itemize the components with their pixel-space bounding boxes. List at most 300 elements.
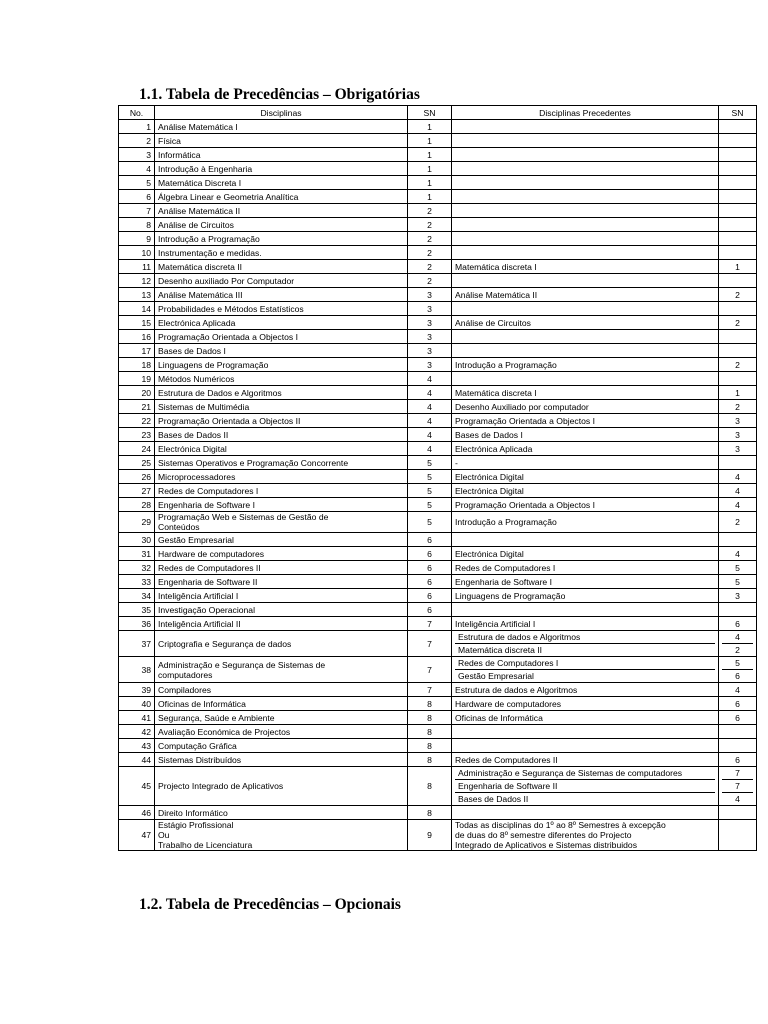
cell-disciplina <box>155 498 408 512</box>
cell-sn: 2 <box>408 274 452 288</box>
precedente-text: Inteligência Artificial I <box>455 618 536 629</box>
cell-precedentes <box>452 575 719 589</box>
precedent-sn-text: 2 <box>735 645 740 655</box>
cell-precedent-sn <box>719 767 757 806</box>
table-row <box>119 414 757 428</box>
table-row <box>119 148 757 162</box>
cell-precedent-sn <box>719 820 757 851</box>
cell-precedentes <box>452 204 719 218</box>
cell-no: 32 <box>119 561 155 575</box>
cell-disciplina <box>155 806 408 820</box>
table-row <box>119 358 757 372</box>
precedente-text: Oficinas de Informática <box>455 712 543 723</box>
cell-no: 9 <box>119 232 155 246</box>
table-row <box>119 134 757 148</box>
disciplina-text: Métodos Numéricos <box>158 373 235 384</box>
cell-no: 11 <box>119 260 155 274</box>
cell-precedentes <box>452 344 719 358</box>
disciplina-text: Programação Orientada a Objectos II <box>158 415 301 426</box>
cell-precedent-sn <box>719 372 757 386</box>
cell-sn: 4 <box>408 442 452 456</box>
disciplina-text: Inteligência Artificial II <box>158 618 241 629</box>
cell-no: 39 <box>119 683 155 697</box>
cell-precedentes <box>452 767 719 806</box>
precedente-text: Matemática discreta I <box>455 387 537 398</box>
cell-sn: 8 <box>408 711 452 725</box>
disciplina-text: Direito Informático <box>158 807 228 818</box>
precedente-text: Engenharia de Software II <box>455 780 715 793</box>
cell-disciplina <box>155 657 408 683</box>
cell-precedentes <box>452 442 719 456</box>
precedent-sn-text: 6 <box>735 618 740 629</box>
cell-disciplina <box>155 753 408 767</box>
cell-precedent-sn <box>719 725 757 739</box>
section-title-obrigatorias: 1.1. Tabela de Precedências – Obrigatórias <box>139 86 420 103</box>
precedente-text: Desenho Auxiliado por computador <box>455 401 589 412</box>
cell-no: 23 <box>119 428 155 442</box>
table-row <box>119 603 757 617</box>
cell-disciplina <box>155 330 408 344</box>
cell-disciplina <box>155 725 408 739</box>
cell-precedent-sn <box>719 561 757 575</box>
cell-no: 18 <box>119 358 155 372</box>
disciplina-text: Bases de Dados II <box>158 429 229 440</box>
precedente-text: Linguagens de Programação <box>455 590 566 601</box>
precedent-sn-text: 5 <box>735 576 740 587</box>
cell-no: 45 <box>119 767 155 806</box>
header-precedent-sn: SN <box>719 106 757 120</box>
cell-sn: 1 <box>408 134 452 148</box>
cell-no: 3 <box>119 148 155 162</box>
cell-precedentes <box>452 498 719 512</box>
cell-sn: 2 <box>408 232 452 246</box>
cell-precedent-sn <box>719 190 757 204</box>
cell-precedentes <box>452 218 719 232</box>
disciplina-text: Computação Gráfica <box>158 740 237 751</box>
table-row <box>119 288 757 302</box>
precedent-sn-text: 3 <box>735 429 740 440</box>
table-row <box>119 470 757 484</box>
cell-sn: 4 <box>408 386 452 400</box>
cell-precedent-sn <box>719 386 757 400</box>
table-row <box>119 711 757 725</box>
cell-sn: 6 <box>408 561 452 575</box>
precedente-text: Bases de Dados II <box>458 794 529 804</box>
cell-no: 10 <box>119 246 155 260</box>
cell-no: 21 <box>119 400 155 414</box>
cell-no: 19 <box>119 372 155 386</box>
precedente-text: Redes de Computadores I <box>455 562 556 573</box>
precedent-sn-text: 2 <box>735 359 740 370</box>
cell-disciplina <box>155 232 408 246</box>
cell-sn: 9 <box>408 820 452 851</box>
cell-precedentes <box>452 820 719 851</box>
precedente-text: Programação Orientada a Objectos I <box>455 499 595 510</box>
cell-no: 47 <box>119 820 155 851</box>
cell-no: 13 <box>119 288 155 302</box>
cell-precedentes <box>452 428 719 442</box>
cell-disciplina <box>155 683 408 697</box>
disciplina-text: Probabilidades e Métodos Estatísticos <box>158 303 304 314</box>
cell-sn: 1 <box>408 148 452 162</box>
precedente-text: Matemática discreta I <box>455 261 537 272</box>
table-row <box>119 442 757 456</box>
cell-disciplina <box>155 386 408 400</box>
cell-disciplina <box>155 316 408 330</box>
cell-no: 15 <box>119 316 155 330</box>
table-row <box>119 274 757 288</box>
cell-sn: 8 <box>408 697 452 711</box>
table-row <box>119 739 757 753</box>
precedent-sn-text: 6 <box>735 671 740 681</box>
table-row <box>119 330 757 344</box>
cell-disciplina <box>155 631 408 657</box>
cell-precedent-sn <box>719 218 757 232</box>
cell-disciplina <box>155 134 408 148</box>
cell-precedent-sn <box>719 344 757 358</box>
cell-no: 46 <box>119 806 155 820</box>
disciplina-text: Análise Matemática II <box>158 205 241 216</box>
header-no: No. <box>119 106 155 120</box>
cell-disciplina <box>155 218 408 232</box>
cell-sn: 3 <box>408 330 452 344</box>
table-row <box>119 561 757 575</box>
precedent-sn-text: 2 <box>735 317 740 328</box>
cell-no: 27 <box>119 484 155 498</box>
precedent-sn-text: 1 <box>735 261 740 272</box>
cell-sn: 8 <box>408 725 452 739</box>
precedente-text: Electrónica Aplicada <box>455 443 533 454</box>
cell-disciplina <box>155 162 408 176</box>
cell-no: 25 <box>119 456 155 470</box>
table-row <box>119 232 757 246</box>
cell-sn: 3 <box>408 344 452 358</box>
cell-precedent-sn <box>719 683 757 697</box>
cell-sn: 4 <box>408 372 452 386</box>
table-row <box>119 372 757 386</box>
cell-sn: 3 <box>408 358 452 372</box>
cell-no: 1 <box>119 120 155 134</box>
disciplina-text: Redes de Computadores I <box>158 485 259 496</box>
disciplina-text: Projecto Integrado de Aplicativos <box>158 781 284 791</box>
precedente-text: Engenharia de Software I <box>455 576 552 587</box>
cell-no: 7 <box>119 204 155 218</box>
cell-no: 41 <box>119 711 155 725</box>
precedente-text: Administração e Segurança de Sistemas de computadores <box>455 767 715 780</box>
precedent-sn-text: 4 <box>722 631 753 644</box>
disciplina-text: Álgebra Linear e Geometria Analítica <box>158 191 299 202</box>
table-row <box>119 547 757 561</box>
table-header-row <box>119 106 757 120</box>
table-row <box>119 204 757 218</box>
precedente-text: Introdução a Programação <box>455 359 557 370</box>
cell-precedentes <box>452 533 719 547</box>
disciplina-text: Conteúdos <box>158 522 200 532</box>
disciplina-text: Estrutura de Dados e Algoritmos <box>158 387 282 398</box>
precedent-sn-text: 6 <box>735 712 740 723</box>
cell-precedentes <box>452 589 719 603</box>
cell-disciplina <box>155 344 408 358</box>
cell-no: 28 <box>119 498 155 512</box>
cell-no: 33 <box>119 575 155 589</box>
table-row <box>119 575 757 589</box>
precedence-table <box>118 105 757 851</box>
cell-precedent-sn <box>719 288 757 302</box>
table-row <box>119 697 757 711</box>
precedente-text: Bases de Dados I <box>455 429 523 440</box>
table-row <box>119 456 757 470</box>
cell-sn: 6 <box>408 547 452 561</box>
disciplina-text: Segurança, Saúde e Ambiente <box>158 712 275 723</box>
cell-no: 34 <box>119 589 155 603</box>
precedent-sn-text: 6 <box>735 698 740 709</box>
cell-precedent-sn <box>719 657 757 683</box>
cell-disciplina <box>155 148 408 162</box>
precedent-sn-text: 4 <box>735 794 740 804</box>
cell-no: 5 <box>119 176 155 190</box>
precedente-text: Todas as disciplinas do 1º ao 8º Semestres à excepção <box>455 820 666 830</box>
cell-precedentes <box>452 246 719 260</box>
cell-disciplina <box>155 442 408 456</box>
cell-precedent-sn <box>719 134 757 148</box>
cell-precedentes <box>452 561 719 575</box>
disciplina-text: Sistemas de Multimédia <box>158 401 250 412</box>
cell-precedent-sn <box>719 484 757 498</box>
table-row <box>119 820 757 851</box>
precedente-text: Estrutura de dados e Algoritmos <box>455 631 715 644</box>
cell-sn: 1 <box>408 190 452 204</box>
cell-precedent-sn <box>719 330 757 344</box>
disciplina-text: Análise Matemática I <box>158 121 238 132</box>
table-row <box>119 767 757 806</box>
precedente-text: Gestão Empresarial <box>458 671 534 681</box>
table-row <box>119 428 757 442</box>
cell-sn: 1 <box>408 162 452 176</box>
cell-precedentes <box>452 631 719 657</box>
precedente-text: Hardware de computadores <box>455 698 562 709</box>
table-row <box>119 316 757 330</box>
table-row <box>119 498 757 512</box>
precedent-sn-text: 3 <box>735 415 740 426</box>
disciplina-text: Linguagens de Programação <box>158 359 269 370</box>
cell-no: 42 <box>119 725 155 739</box>
cell-disciplina <box>155 372 408 386</box>
cell-precedentes <box>452 400 719 414</box>
disciplina-text: Programação Web e Sistemas de Gestão de <box>158 512 329 522</box>
precedente-text: Redes de Computadores II <box>455 754 558 765</box>
precedente-text: de duas do 8º semestre diferentes do Projecto <box>455 830 632 840</box>
disciplina-text: Instrumentação e medidas. <box>158 247 262 258</box>
table-row <box>119 617 757 631</box>
cell-precedent-sn <box>719 470 757 484</box>
cell-precedent-sn <box>719 120 757 134</box>
cell-precedentes <box>452 484 719 498</box>
cell-precedentes <box>452 725 719 739</box>
disciplina-text: Matemática discreta II <box>158 261 243 272</box>
cell-no: 43 <box>119 739 155 753</box>
cell-precedent-sn <box>719 806 757 820</box>
precedent-sn-text: 7 <box>722 780 753 793</box>
disciplina-text: Avaliação Económica de Projectos <box>158 726 291 737</box>
cell-disciplina <box>155 603 408 617</box>
cell-no: 17 <box>119 344 155 358</box>
cell-sn: 2 <box>408 218 452 232</box>
cell-sn: 7 <box>408 631 452 657</box>
precedente-text: Análise Matemática II <box>455 289 538 300</box>
precedent-sn-text: 4 <box>735 499 740 510</box>
disciplina-text: Análise de Circuitos <box>158 219 234 230</box>
cell-no: 22 <box>119 414 155 428</box>
disciplina-text: Informática <box>158 149 201 160</box>
cell-sn: 4 <box>408 428 452 442</box>
cell-precedentes <box>452 547 719 561</box>
cell-sn: 8 <box>408 806 452 820</box>
disciplina-text: Redes de Computadores II <box>158 562 261 573</box>
cell-disciplina <box>155 697 408 711</box>
cell-sn: 8 <box>408 739 452 753</box>
cell-precedentes <box>452 316 719 330</box>
cell-precedent-sn <box>719 617 757 631</box>
cell-sn: 5 <box>408 498 452 512</box>
cell-precedent-sn <box>719 274 757 288</box>
cell-no: 6 <box>119 190 155 204</box>
precedent-sn-text: 3 <box>735 590 740 601</box>
disciplina-text: Gestão Empresarial <box>158 534 234 545</box>
cell-sn: 2 <box>408 204 452 218</box>
header-disciplinas-precedentes: Disciplinas Precedentes <box>452 106 719 120</box>
cell-no: 37 <box>119 631 155 657</box>
precedente-text: Programação Orientada a Objectos I <box>455 415 595 426</box>
table-row <box>119 631 757 657</box>
cell-disciplina <box>155 456 408 470</box>
table-row <box>119 806 757 820</box>
cell-disciplina <box>155 414 408 428</box>
cell-disciplina <box>155 547 408 561</box>
cell-precedent-sn <box>719 575 757 589</box>
cell-no: 31 <box>119 547 155 561</box>
header-disciplinas: Disciplinas <box>155 106 408 120</box>
cell-precedent-sn <box>719 232 757 246</box>
precedent-sn-text: 6 <box>735 754 740 765</box>
cell-precedentes <box>452 414 719 428</box>
cell-disciplina <box>155 470 408 484</box>
cell-precedent-sn <box>719 711 757 725</box>
disciplina-text: Microprocessadores <box>158 471 236 482</box>
precedente-text: - <box>455 457 458 468</box>
disciplina-text: Criptografia e Segurança de dados <box>158 638 292 649</box>
cell-disciplina <box>155 260 408 274</box>
cell-disciplina <box>155 739 408 753</box>
disciplina-text: Física <box>158 135 181 146</box>
section-title-opcionais: 1.2. Tabela de Precedências – Opcionais <box>139 896 401 913</box>
precedent-sn-text: 4 <box>735 684 740 695</box>
cell-disciplina <box>155 767 408 806</box>
disciplina-text: Matemática Discreta I <box>158 177 242 188</box>
precedent-sn-text: 3 <box>735 443 740 454</box>
precedente-text: Matemática discreta II <box>458 645 543 655</box>
disciplina-text: computadores <box>158 669 213 680</box>
cell-disciplina <box>155 302 408 316</box>
table-row <box>119 533 757 547</box>
cell-precedent-sn <box>719 631 757 657</box>
cell-precedent-sn <box>719 176 757 190</box>
disciplina-text: Introdução à Engenharia <box>158 163 253 174</box>
cell-precedent-sn <box>719 498 757 512</box>
cell-precedent-sn <box>719 533 757 547</box>
cell-no: 35 <box>119 603 155 617</box>
cell-precedent-sn <box>719 512 757 533</box>
cell-no: 12 <box>119 274 155 288</box>
table-row <box>119 246 757 260</box>
cell-precedentes <box>452 260 719 274</box>
cell-precedent-sn <box>719 204 757 218</box>
cell-no: 4 <box>119 162 155 176</box>
cell-sn: 7 <box>408 683 452 697</box>
cell-precedentes <box>452 697 719 711</box>
precedente-text: Electrónica Digital <box>455 548 524 559</box>
precedent-sn-text: 2 <box>735 517 740 527</box>
table-row <box>119 120 757 134</box>
precedent-sn-text: 2 <box>735 289 740 300</box>
cell-sn: 4 <box>408 400 452 414</box>
cell-precedent-sn <box>719 316 757 330</box>
cell-disciplina <box>155 484 408 498</box>
cell-sn: 3 <box>408 288 452 302</box>
cell-precedentes <box>452 386 719 400</box>
cell-disciplina <box>155 204 408 218</box>
cell-sn: 2 <box>408 246 452 260</box>
table-row <box>119 725 757 739</box>
table-row <box>119 344 757 358</box>
cell-sn: 1 <box>408 120 452 134</box>
cell-no: 38 <box>119 657 155 683</box>
precedent-sn-text: 7 <box>722 767 753 780</box>
disciplina-text: Investigação Operacional <box>158 604 255 615</box>
cell-precedent-sn <box>719 162 757 176</box>
cell-precedentes <box>452 657 719 683</box>
table-row <box>119 190 757 204</box>
disciplina-text: Engenharia de Software I <box>158 499 255 510</box>
cell-precedent-sn <box>719 246 757 260</box>
cell-precedent-sn <box>719 442 757 456</box>
precedente-text: Electrónica Digital <box>455 485 524 496</box>
cell-disciplina <box>155 120 408 134</box>
cell-precedent-sn <box>719 302 757 316</box>
precedent-sn-text: 4 <box>735 485 740 496</box>
cell-precedent-sn <box>719 753 757 767</box>
cell-precedentes <box>452 190 719 204</box>
disciplina-text: Sistemas Distribuídos <box>158 754 242 765</box>
precedente-text: Estrutura de dados e Algoritmos <box>455 684 578 695</box>
cell-disciplina <box>155 617 408 631</box>
cell-precedent-sn <box>719 697 757 711</box>
cell-precedentes <box>452 372 719 386</box>
cell-disciplina <box>155 428 408 442</box>
cell-disciplina <box>155 561 408 575</box>
disciplina-text: Programação Orientada a Objectos I <box>158 331 298 342</box>
table-row <box>119 683 757 697</box>
cell-sn: 4 <box>408 414 452 428</box>
table-row <box>119 400 757 414</box>
cell-precedentes <box>452 288 719 302</box>
cell-no: 26 <box>119 470 155 484</box>
disciplina-text: Desenho auxiliado Por Computador <box>158 275 295 286</box>
cell-disciplina <box>155 288 408 302</box>
disciplina-text: Hardware de computadores <box>158 548 265 559</box>
cell-precedentes <box>452 603 719 617</box>
cell-sn: 5 <box>408 484 452 498</box>
disciplina-text: Electrónica Digital <box>158 443 227 454</box>
